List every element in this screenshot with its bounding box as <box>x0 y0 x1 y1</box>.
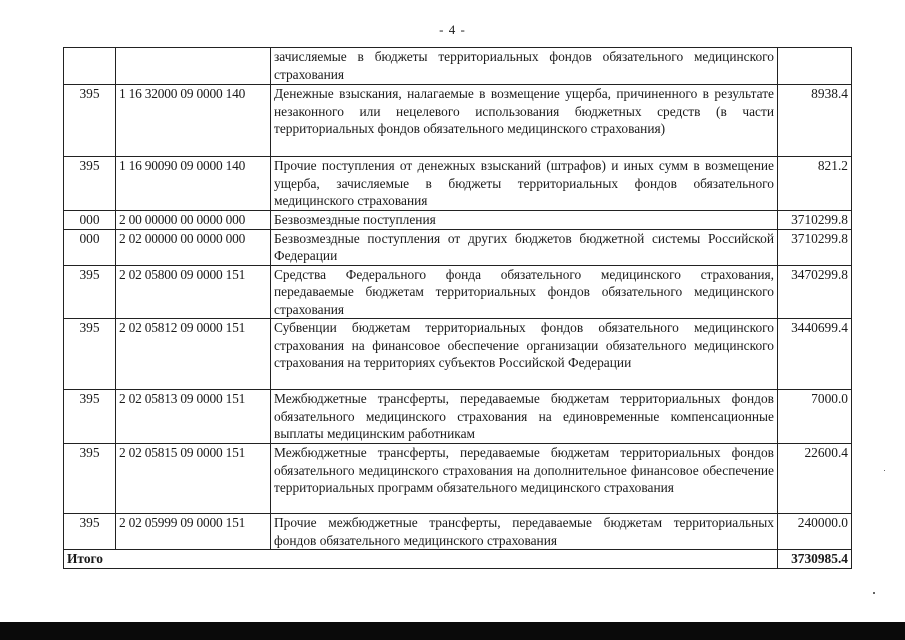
kbk-cell: 2 02 05813 09 0000 151 <box>116 390 271 444</box>
kbk-cell: 2 00 00000 00 0000 000 <box>116 211 271 230</box>
amount-cell: 821.2 <box>778 157 852 211</box>
total-label: Итого <box>64 550 778 569</box>
total-row <box>64 550 852 569</box>
name-cell: Прочие межбюджетные трансферты, передаваемые бюджетам территориальных фондов обязательного медицинского страхования <box>271 514 778 550</box>
amount-cell: 8938.4 <box>778 85 852 157</box>
name-cell: Межбюджетные трансферты, передаваемые бюджетам территориальных фондов обязательного медицинского страхования на дополнительное финансовое обеспечение территориальных программ обязательного медицинского страхования <box>271 444 778 514</box>
name-cell: Безвозмездные поступления <box>271 211 778 230</box>
amount-cell: 3710299.8 <box>778 229 852 265</box>
kbk-cell: 2 02 05999 09 0000 151 <box>116 514 271 550</box>
amount-cell: 3710299.8 <box>778 211 852 230</box>
code-cell: 000 <box>64 211 116 230</box>
table-row <box>64 319 852 390</box>
scan-speck <box>884 470 885 471</box>
kbk-cell: 2 02 05815 09 0000 151 <box>116 444 271 514</box>
amount-cell: 240000.0 <box>778 514 852 550</box>
scan-bottom-edge <box>0 622 905 640</box>
table-body <box>64 48 852 569</box>
name-cell: Денежные взыскания, налагаемые в возмещение ущерба, причиненного в результате незаконного или нецелевого использования бюджетных средств (в части территориальных фондов обязательного медицинского страхования) <box>271 85 778 157</box>
name-cell: Прочие поступления от денежных взысканий (штрафов) и иных сумм в возмещение ущерба, зачисляемые в бюджеты территориальных фондов обязательного медицинского страхования <box>271 157 778 211</box>
kbk-cell: 2 02 05800 09 0000 151 <box>116 265 271 319</box>
code-cell <box>64 48 116 85</box>
name-cell: Средства Федерального фонда обязательного медицинского страхования, передаваемые бюджетам территориальных фондов обязательного медицинского страхования <box>271 265 778 319</box>
page-number: - 4 - <box>439 22 466 37</box>
kbk-cell: 2 02 05812 09 0000 151 <box>116 319 271 390</box>
scan-speck <box>873 592 875 594</box>
name-cell: Межбюджетные трансферты, передаваемые бюджетам территориальных фондов обязательного медицинского страхования на единовременные компенсационные выплаты медицинским работникам <box>271 390 778 444</box>
kbk-cell: 2 02 00000 00 0000 000 <box>116 229 271 265</box>
code-cell: 395 <box>64 390 116 444</box>
code-cell: 395 <box>64 514 116 550</box>
table-row <box>64 229 852 265</box>
kbk-cell <box>116 48 271 85</box>
amount-cell: 3440699.4 <box>778 319 852 390</box>
name-cell: Субвенции бюджетам территориальных фондов обязательного медицинского страхования на финансовое обеспечение организации обязательного медицинского страхования на территориях субъектов Российской Федерации <box>271 319 778 390</box>
total-amount: 3730985.4 <box>778 550 852 569</box>
table-row <box>64 265 852 319</box>
code-cell: 000 <box>64 229 116 265</box>
table-row <box>64 211 852 230</box>
name-cell: Безвозмездные поступления от других бюджетов бюджетной системы Российской Федерации <box>271 229 778 265</box>
code-cell: 395 <box>64 157 116 211</box>
table-row <box>64 48 852 85</box>
kbk-cell: 1 16 90090 09 0000 140 <box>116 157 271 211</box>
code-cell: 395 <box>64 85 116 157</box>
revenue-table <box>63 47 852 569</box>
amount-cell: 3470299.8 <box>778 265 852 319</box>
table-row <box>64 390 852 444</box>
code-cell: 395 <box>64 444 116 514</box>
name-cell: зачисляемые в бюджеты территориальных фондов обязательного медицинского страхования <box>271 48 778 85</box>
amount-cell: 22600.4 <box>778 444 852 514</box>
code-cell: 395 <box>64 319 116 390</box>
table-row <box>64 514 852 550</box>
table-row <box>64 444 852 514</box>
kbk-cell: 1 16 32000 09 0000 140 <box>116 85 271 157</box>
amount-cell <box>778 48 852 85</box>
code-cell: 395 <box>64 265 116 319</box>
table-row <box>64 157 852 211</box>
table-row <box>64 85 852 157</box>
amount-cell: 7000.0 <box>778 390 852 444</box>
